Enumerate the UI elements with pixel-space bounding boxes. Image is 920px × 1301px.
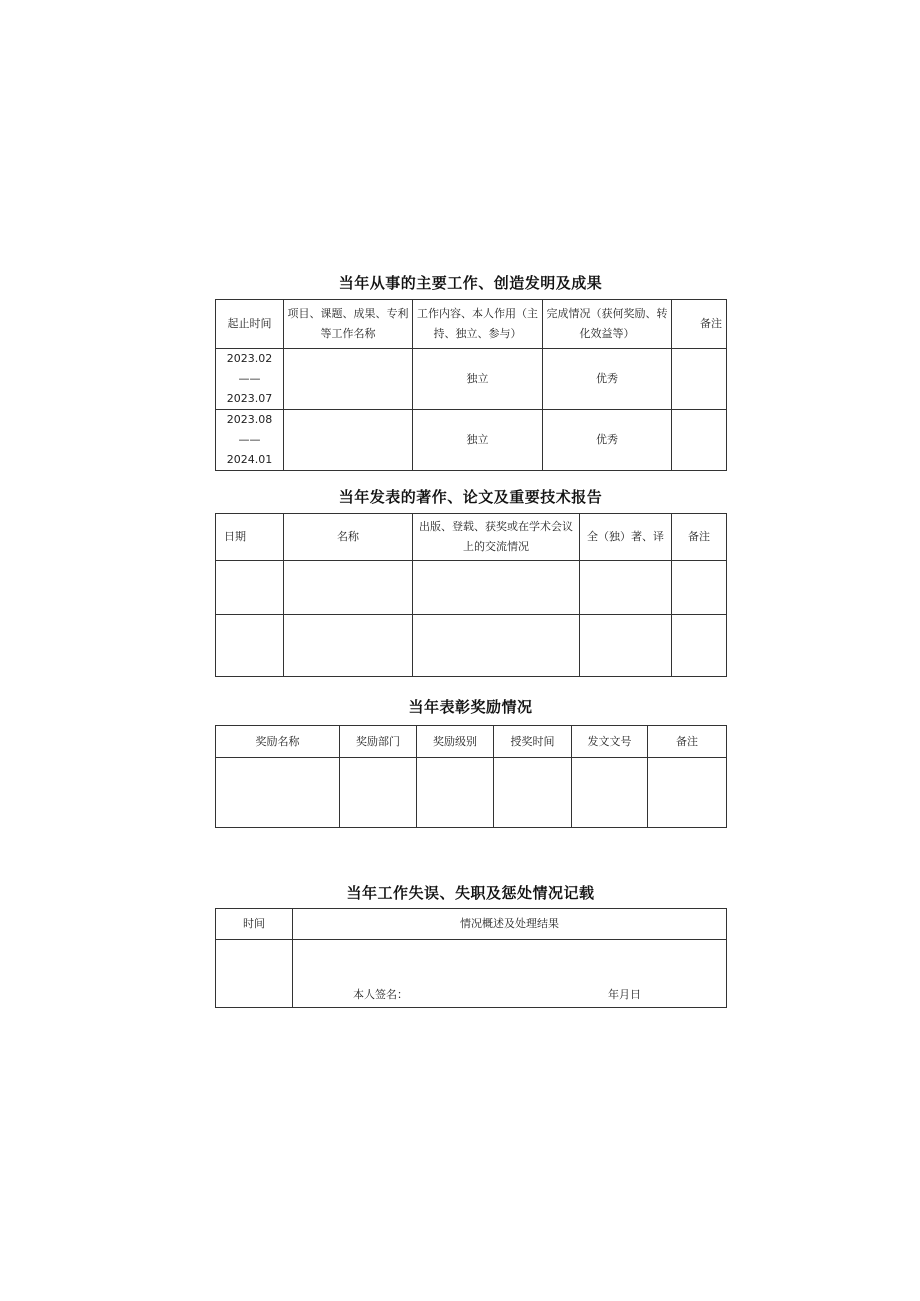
table-cell xyxy=(672,615,727,677)
header-doc-number: 发文文号 xyxy=(572,726,648,758)
table-header-row xyxy=(216,300,727,349)
table-cell xyxy=(340,758,417,828)
header-time: 时间 xyxy=(216,909,293,940)
header-role: 工作内容、本人作用（主持、独立、参与） xyxy=(413,300,543,349)
header-title: 名称 xyxy=(284,514,413,561)
header-award-time: 授奖时间 xyxy=(494,726,572,758)
papers-section-title: 当年发表的著作、论文及重要技术报告 xyxy=(338,488,603,506)
table-cell xyxy=(216,940,293,1008)
table-cell xyxy=(216,561,284,615)
header-authorship: 全（独）著、译 xyxy=(580,514,672,561)
table-cell xyxy=(672,561,727,615)
signature-label: 本人签名： xyxy=(353,988,408,1001)
status-cell: 优秀 xyxy=(543,349,672,410)
work-section-title: 当年从事的主要工作、创造发明及成果 xyxy=(338,274,603,292)
table-header-row xyxy=(216,909,727,940)
table-cell xyxy=(216,758,340,828)
table-cell xyxy=(572,758,648,828)
awards-table xyxy=(215,725,727,828)
table-row xyxy=(216,758,727,828)
table-cell xyxy=(284,615,413,677)
note-cell xyxy=(672,410,727,471)
table-row xyxy=(216,410,727,471)
table-cell xyxy=(648,758,727,828)
period-end: 2023.07 xyxy=(226,392,273,405)
role-cell: 独立 xyxy=(413,410,543,471)
date-label: 年月日 xyxy=(608,988,641,1001)
papers-table xyxy=(215,513,727,677)
period-start: 2023.02—— xyxy=(226,352,273,385)
table-row xyxy=(216,561,727,615)
table-header-row xyxy=(216,514,727,561)
table-row xyxy=(216,940,727,1008)
name-cell xyxy=(284,410,413,471)
header-date: 日期 xyxy=(216,514,284,561)
table-cell xyxy=(413,561,580,615)
status-cell: 优秀 xyxy=(543,410,672,471)
role-cell: 独立 xyxy=(413,349,543,410)
header-award-dept: 奖励部门 xyxy=(340,726,417,758)
table-header-row xyxy=(216,726,727,758)
period-cell xyxy=(216,349,284,410)
table-cell xyxy=(580,561,672,615)
awards-section-title: 当年表彰奖励情况 xyxy=(408,698,533,716)
period-end: 2024.01 xyxy=(226,453,273,466)
header-note: 备注 xyxy=(672,300,727,349)
header-award-name: 奖励名称 xyxy=(216,726,340,758)
header-summary: 情况概述及处理结果 xyxy=(293,909,727,940)
table-cell xyxy=(284,561,413,615)
table-cell xyxy=(216,615,284,677)
header-publication: 出版、登载、获奖或在学术会议上的交流情况 xyxy=(413,514,580,561)
signature-cell xyxy=(293,940,727,1008)
header-note: 备注 xyxy=(648,726,727,758)
period-cell xyxy=(216,410,284,471)
table-cell xyxy=(494,758,572,828)
faults-table xyxy=(215,908,727,1008)
table-row xyxy=(216,349,727,410)
faults-section-title: 当年工作失误、失职及惩处情况记载 xyxy=(346,884,595,902)
period-start: 2023.08—— xyxy=(226,413,273,446)
table-cell xyxy=(413,615,580,677)
work-table xyxy=(215,299,727,471)
header-completion: 完成情况（获何奖励、转化效益等） xyxy=(543,300,672,349)
header-project-name: 项目、课题、成果、专利等工作名称 xyxy=(284,300,413,349)
header-period: 起止时间 xyxy=(216,300,284,349)
table-row xyxy=(216,615,727,677)
table-cell xyxy=(417,758,494,828)
signature-row xyxy=(353,985,716,1005)
table-cell xyxy=(580,615,672,677)
note-cell xyxy=(672,349,727,410)
header-note: 备注 xyxy=(672,514,727,561)
header-award-level: 奖励级别 xyxy=(417,726,494,758)
name-cell xyxy=(284,349,413,410)
